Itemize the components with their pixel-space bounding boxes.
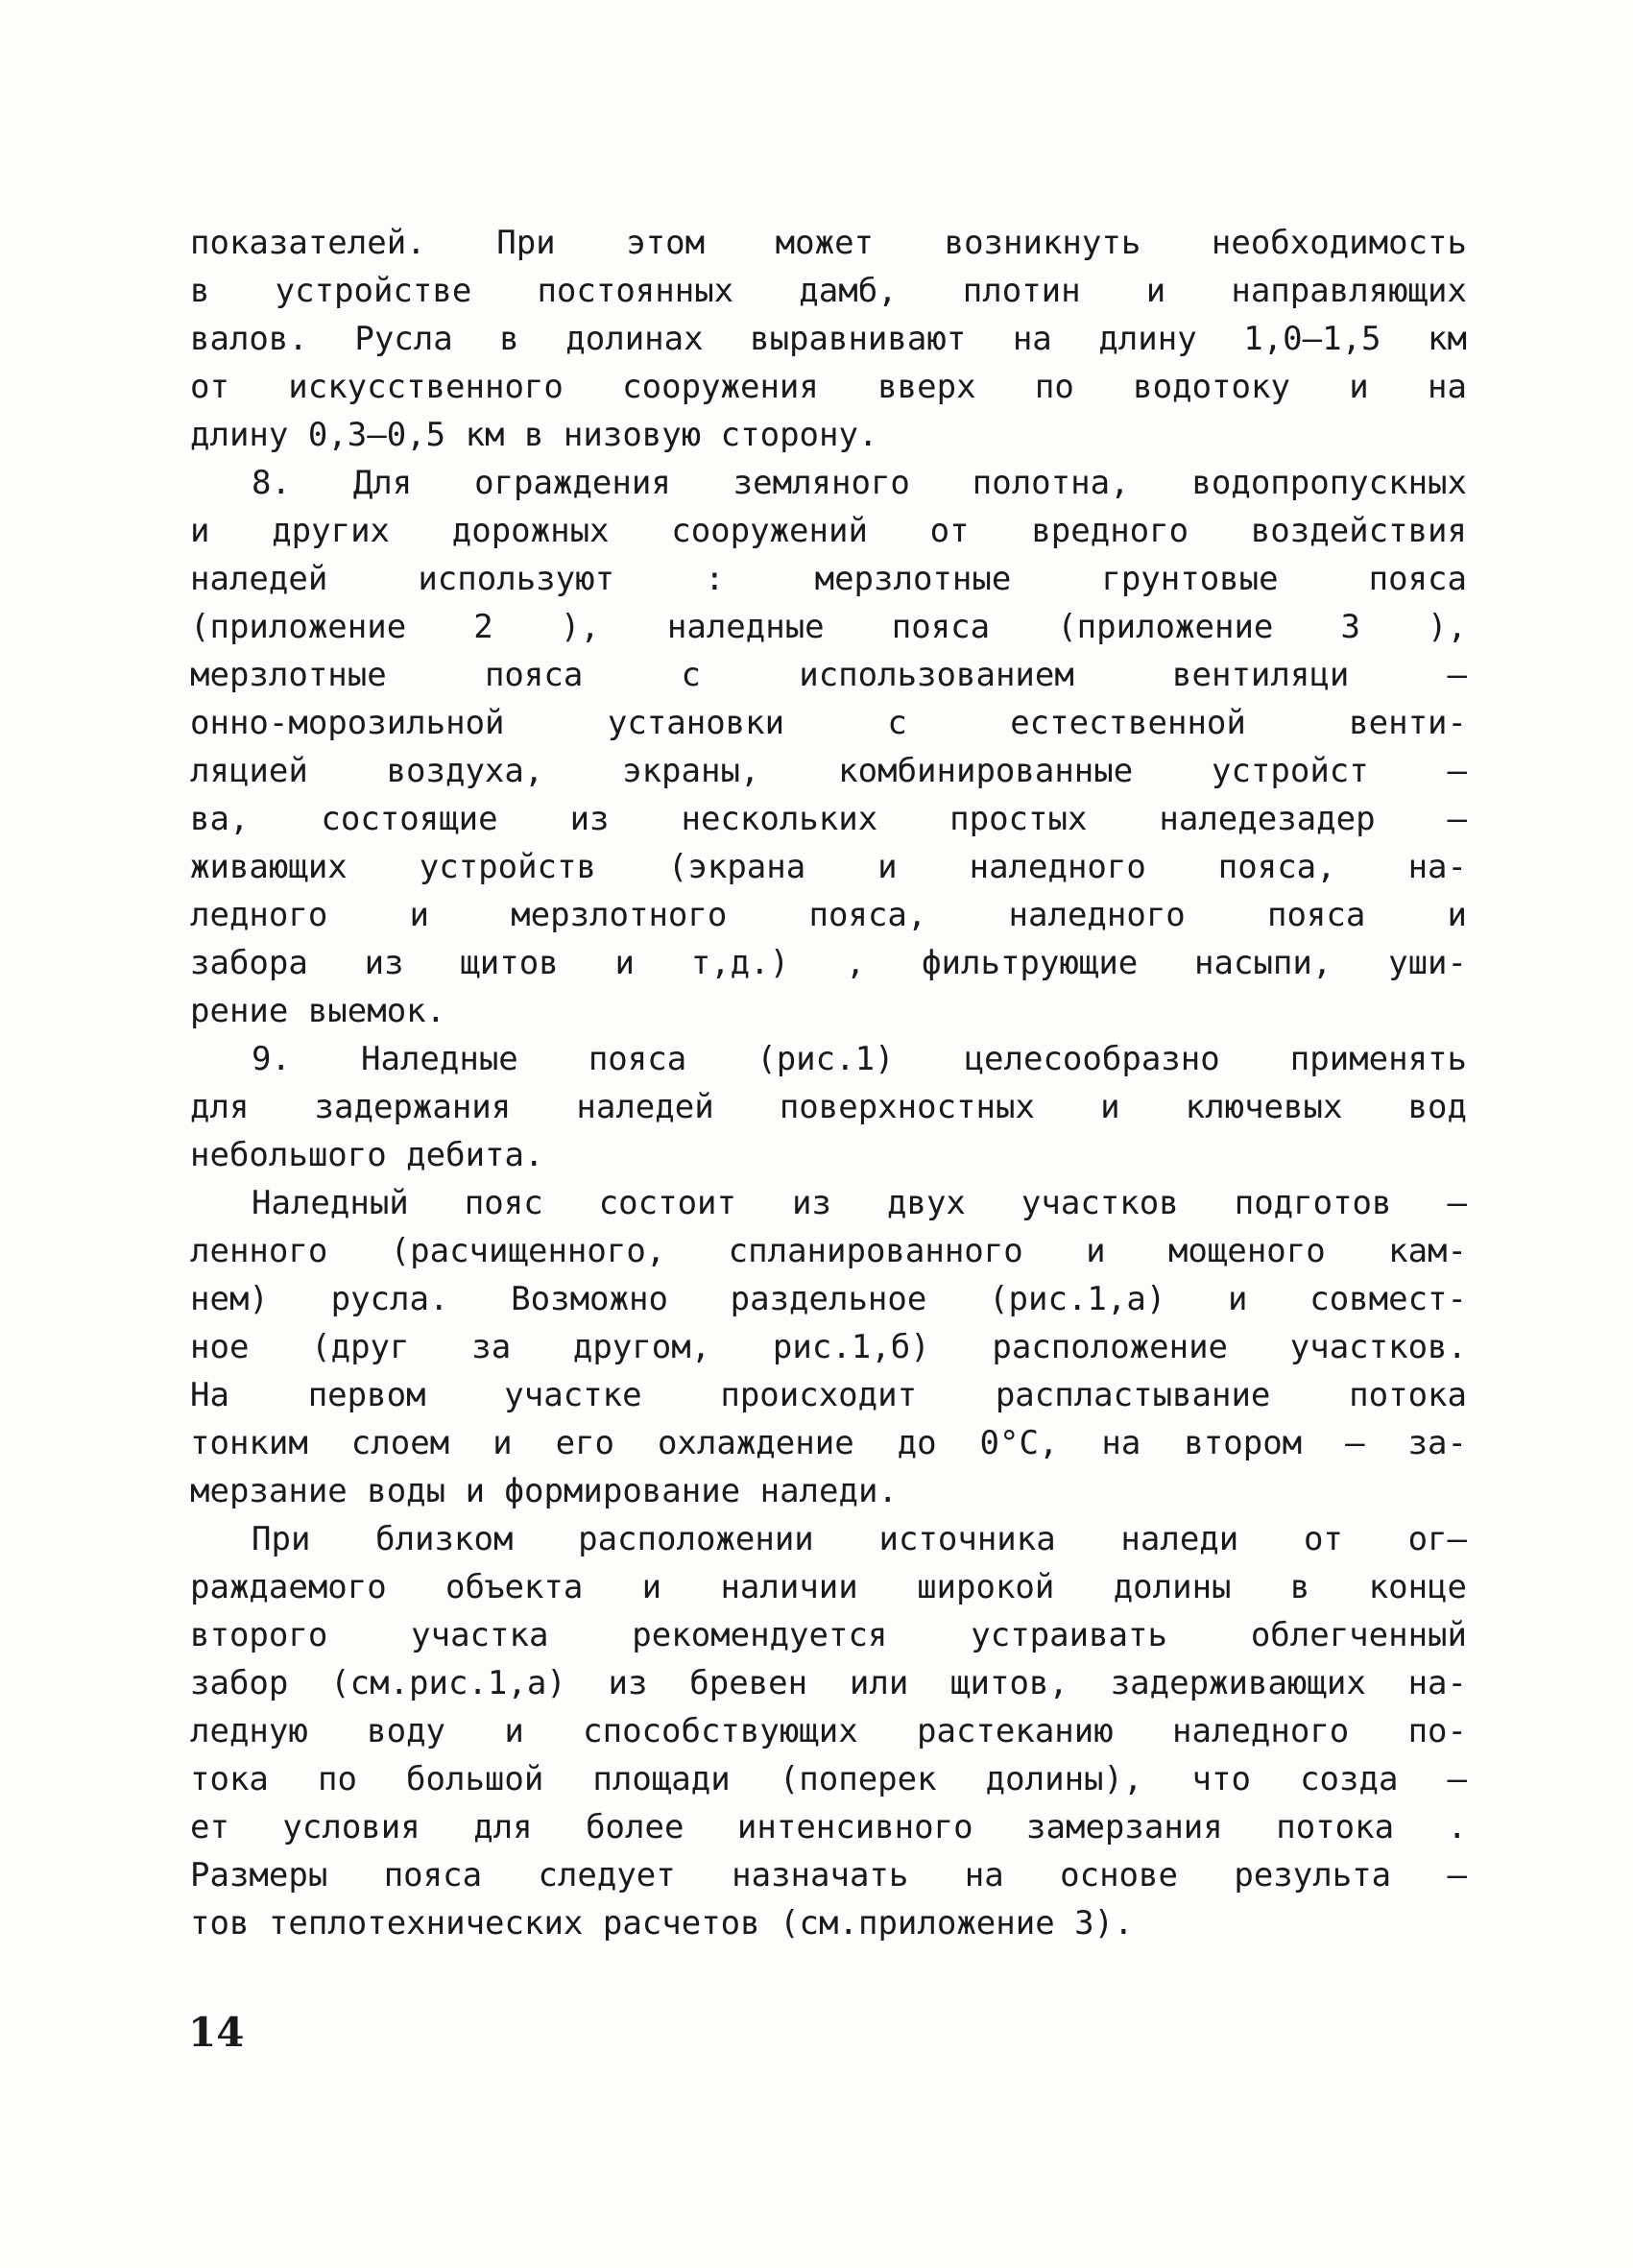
text-line: в устройстве постоянных дамб, плотин и направляющих xyxy=(190,272,1467,310)
text-line: и других дорожных сооружений от вредного воздействия xyxy=(190,512,1467,550)
text-line: для задержания наледей поверхностных и ключевых вод xyxy=(190,1088,1467,1126)
text-line: ет условия для более интенсивного замерзания потока . xyxy=(190,1808,1467,1846)
text-line: мерзание воды и формирование наледи. xyxy=(190,1472,898,1510)
text-line: При близком расположении источника наледи от ог– xyxy=(252,1520,1467,1558)
text-line: тока по большой площади (поперек долины), что созда – xyxy=(190,1760,1467,1798)
text-line: (приложение 2 ), наледные пояса (приложение 3 ), xyxy=(190,608,1467,646)
text-line: онно-морозильной установки с естественной венти- xyxy=(190,704,1467,742)
text-line: 8. Для ограждения земляного полотна, водопропускных xyxy=(252,464,1467,502)
text-line: второго участка рекомендуется устраивать облегченный xyxy=(190,1616,1467,1654)
text-line: показателей. При этом может возникнуть необходимость xyxy=(190,224,1467,262)
text-line: ляцией воздуха, экраны, комбинированные устройст – xyxy=(190,752,1467,790)
paragraph xyxy=(190,1179,1467,1515)
text-line: живающих устройств (экрана и наледного пояса, на- xyxy=(190,848,1467,886)
text-line: небольшого дебита. xyxy=(190,1136,544,1174)
text-line: ледную воду и способствующих растеканию наледного по- xyxy=(190,1712,1467,1750)
text-line: ленного (расчищенного, спланированного и мощеного кам- xyxy=(190,1232,1467,1270)
paragraph xyxy=(190,1515,1467,1947)
paragraph xyxy=(190,219,1467,459)
text-line: рение выемок. xyxy=(190,992,446,1030)
text-line: мерзлотные пояса с использованием вентиляци – xyxy=(190,656,1467,694)
text-line: ва, состоящие из нескольких простых наледезадер – xyxy=(190,800,1467,838)
text-line: нем) русла. Возможно раздельное (рис.1,а) и совмест- xyxy=(190,1280,1467,1318)
text-line: ное (друг за другом, рис.1,б) расположение участков. xyxy=(190,1328,1467,1366)
text-line: Наледный пояс состоит из двух участков подготов – xyxy=(252,1184,1467,1222)
page-number: 14 xyxy=(188,2009,245,2056)
text-line: раждаемого объекта и наличии широкой долины в конце xyxy=(190,1568,1467,1606)
text-line: тонким слоем и его охлаждение до 0°С, на втором – за- xyxy=(190,1424,1467,1462)
text-line: наледей используют : мерзлотные грунтовые пояса xyxy=(190,560,1467,598)
text-line: от искусственного сооружения вверх по водотоку и на xyxy=(190,368,1467,406)
text-line: валов. Русла в долинах выравнивают на длину 1,0–1,5 км xyxy=(190,320,1467,358)
paragraph xyxy=(190,1035,1467,1179)
text-line: 9. Наледные пояса (рис.1) целесообразно применять xyxy=(252,1040,1467,1078)
text-line: ледного и мерзлотного пояса, наледного пояса и xyxy=(190,896,1467,934)
text-line: Размеры пояса следует назначать на основе результа – xyxy=(190,1856,1467,1894)
text-line: тов теплотехнических расчетов (см.приложение 3). xyxy=(190,1904,1134,1942)
text-line: На первом участке происходит распластывание потока xyxy=(190,1376,1467,1414)
text-line: забор (см.рис.1,а) из бревен или щитов, задерживающих на- xyxy=(190,1664,1467,1702)
text-line: длину 0,3–0,5 км в низовую сторону. xyxy=(190,416,878,454)
body-text xyxy=(190,219,1467,1947)
paragraph xyxy=(190,459,1467,1035)
text-line: забора из щитов и т,д.) , фильтрующие насыпи, уши- xyxy=(190,944,1467,982)
